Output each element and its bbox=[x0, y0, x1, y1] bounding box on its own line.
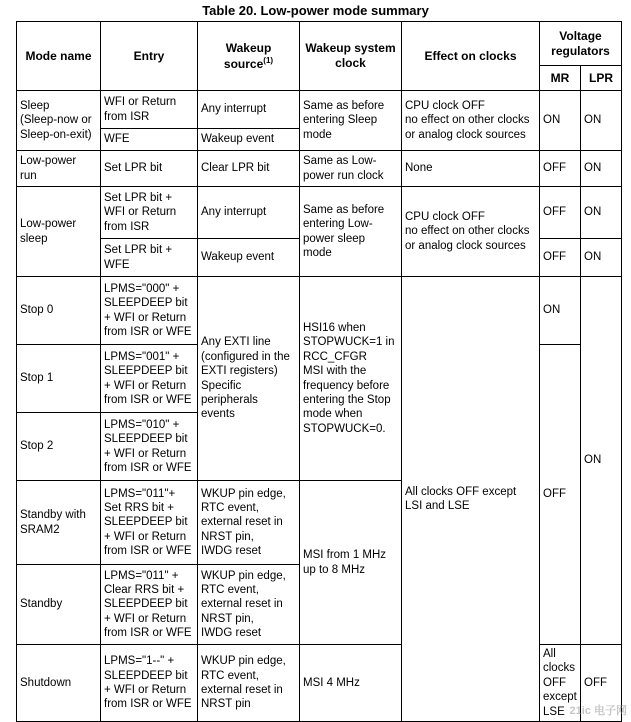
low-power-mode-table bbox=[16, 21, 622, 722]
lprun-wakeup: Clear LPR bit bbox=[198, 151, 300, 187]
stop1-mode-name: Stop 1 bbox=[17, 345, 101, 413]
standby-mode-name: Standby bbox=[17, 565, 101, 645]
lpsleep-entry-wfe-text: Set LPR bit + WFE bbox=[104, 244, 173, 271]
lprun-effect: None bbox=[402, 151, 540, 187]
shutdown-wakeup-text: WKUP pin edge, RTC event, external reset in NRST pin bbox=[201, 655, 286, 711]
sleep-mode-text: Sleep (Sleep-now or Sleep-on-exit) bbox=[20, 99, 92, 141]
sleep-mr: ON bbox=[540, 91, 581, 151]
sleep-wakeup-event: Wakeup event bbox=[198, 129, 300, 151]
sleep-effect bbox=[402, 91, 540, 151]
stop-wakeup-clock bbox=[300, 277, 402, 481]
sleep-wakeup-clock-text: Same as before entering Sleep mode bbox=[303, 99, 385, 141]
lpsleep-entry-wfi bbox=[101, 187, 198, 239]
lprun-entry: Set LPR bit bbox=[101, 151, 198, 187]
shutdown-entry-text: LPMS="1--" + SLEEPDEEP bit + WFI or Return from ISR or WFE bbox=[104, 655, 192, 711]
sleep-wakeup-interrupt: Any interrupt bbox=[198, 91, 300, 129]
lpsleep-wakeup-event: Wakeup event bbox=[198, 239, 300, 277]
footnote-marker: (1) bbox=[263, 55, 274, 65]
stop1-entry-text: LPMS="001" + SLEEPDEEP bit + WFI or Return from ISR or WFE bbox=[104, 350, 192, 406]
lpsleep-wakeup-clock bbox=[300, 187, 402, 277]
lpsleep-mode-name bbox=[17, 187, 101, 277]
stop1-to-standby-sram2-mr: OFF bbox=[540, 345, 581, 645]
standby-sram2-wakeup-text: WKUP pin edge, RTC event, external reset in NRST pin, IWDG reset bbox=[201, 487, 286, 558]
table-caption: Table 20. Low-power mode summary bbox=[202, 3, 429, 18]
lpsleep-lpr-wfi: ON bbox=[581, 187, 622, 239]
sleep-entry-wfi-text: WFI or Return from ISR bbox=[104, 96, 177, 123]
header-lpr: LPR bbox=[581, 66, 622, 91]
standby-sram2-entry bbox=[101, 481, 198, 565]
standby-wakeup-text: WKUP pin edge, RTC event, external reset in NRST pin, IWDG reset bbox=[201, 569, 286, 640]
watermark: 21ic 电子网 bbox=[569, 705, 627, 717]
lprun-mode-text: Low-power run bbox=[20, 155, 77, 182]
header-wakeup-source-text: Wakeup source bbox=[223, 40, 272, 71]
standby-wakeup-clock-text: MSI from 1 MHz up to 8 MHz bbox=[303, 549, 387, 576]
shutdown-wakeup bbox=[198, 645, 300, 722]
lpsleep-mr-wfe: OFF bbox=[540, 239, 581, 277]
standby-entry-text: LPMS="011" + Clear RRS bit + SLEEPDEEP bit + WFI or Return from ISR or WFE bbox=[104, 569, 192, 640]
standby-sram2-wakeup bbox=[198, 481, 300, 565]
sleep-effect-text: CPU clock OFF no effect on other clocks or analog clock sources bbox=[405, 99, 530, 141]
stop-standby-effect bbox=[402, 277, 540, 722]
shutdown-mr: OFF bbox=[581, 645, 622, 722]
lprun-wakeup-clock bbox=[300, 151, 402, 187]
sleep-entry-wfi bbox=[101, 91, 198, 129]
lprun-wakeup-clock-text: Same as Low- power run clock bbox=[303, 155, 384, 182]
standby-wakeup bbox=[198, 565, 300, 645]
header-wakeup-clock: Wakeup system clock bbox=[300, 22, 402, 91]
lpsleep-effect-text: CPU clock OFF no effect on other clocks or analog clock sources bbox=[405, 210, 530, 252]
header-entry: Entry bbox=[101, 22, 198, 91]
header-mr: MR bbox=[540, 66, 581, 91]
sleep-mode-name bbox=[17, 91, 101, 151]
lpsleep-wakeup-clock-text: Same as before entering Low- power sleep mode bbox=[303, 203, 385, 259]
stop0-mr: ON bbox=[540, 277, 581, 345]
stop0-entry bbox=[101, 277, 198, 345]
stop0-entry-text: LPMS="000" + SLEEPDEEP bit + WFI or Return from ISR or WFE bbox=[104, 282, 192, 338]
lpsleep-entry-wfe bbox=[101, 239, 198, 277]
stop1-entry bbox=[101, 345, 198, 413]
lpsleep-wakeup-interrupt: Any interrupt bbox=[198, 187, 300, 239]
lpsleep-effect bbox=[402, 187, 540, 277]
lpsleep-lpr-wfe: ON bbox=[581, 239, 622, 277]
stop-wakeup-source bbox=[198, 277, 300, 481]
standby-wakeup-clock bbox=[300, 481, 402, 645]
lpsleep-mode-text: Low-power sleep bbox=[20, 218, 77, 245]
stop2-mode-name: Stop 2 bbox=[17, 413, 101, 481]
header-effect-on-clocks: Effect on clocks bbox=[402, 22, 540, 91]
lprun-mr: OFF bbox=[540, 151, 581, 187]
lpsleep-entry-wfi-text: Set LPR bit + WFI or Return from ISR bbox=[104, 191, 177, 233]
header-wakeup-source bbox=[198, 22, 300, 91]
stop0-mode-name: Stop 0 bbox=[17, 277, 101, 345]
shutdown-wakeup-clock: MSI 4 MHz bbox=[300, 645, 402, 722]
standby-sram2-mode-text: Standby with SRAM2 bbox=[20, 509, 86, 536]
sleep-wakeup-clock bbox=[300, 91, 402, 151]
stop-standby-sram2-lpr: ON bbox=[581, 277, 622, 645]
lprun-lpr: ON bbox=[581, 151, 622, 187]
stop2-entry bbox=[101, 413, 198, 481]
standby-sram2-entry-text: LPMS="011"+ Set RRS bit + SLEEPDEEP bit + WFI or Return from ISR or WFE bbox=[104, 487, 192, 558]
stop-wakeup-source-text: Any EXTI line (configured in the EXTI registers) Specific peripherals events bbox=[201, 336, 290, 421]
header-voltage-regulators: Voltage regulators bbox=[540, 22, 622, 66]
lprun-mode-name bbox=[17, 151, 101, 187]
stop2-entry-text: LPMS="010" + SLEEPDEEP bit + WFI or Return from ISR or WFE bbox=[104, 418, 192, 474]
lpsleep-mr-wfi: OFF bbox=[540, 187, 581, 239]
stop-standby-effect-text: All clocks OFF except LSI and LSE bbox=[405, 485, 517, 512]
shutdown-mode-name: Shutdown bbox=[17, 645, 101, 722]
stop-wakeup-clock-text: HSI16 when STOPWUCK=1 in RCC_CFGR MSI with the frequency before entering the Stop mode when STOPWUCK=0. bbox=[303, 322, 395, 435]
standby-sram2-mode-name bbox=[17, 481, 101, 565]
shutdown-entry bbox=[101, 645, 198, 722]
shutdown-effect-text: All clocks OFF except LSE bbox=[543, 648, 577, 718]
header-mode-name: Mode name bbox=[17, 22, 101, 91]
sleep-lpr: ON bbox=[581, 91, 622, 151]
sleep-entry-wfe: WFE bbox=[101, 129, 198, 151]
standby-entry bbox=[101, 565, 198, 645]
